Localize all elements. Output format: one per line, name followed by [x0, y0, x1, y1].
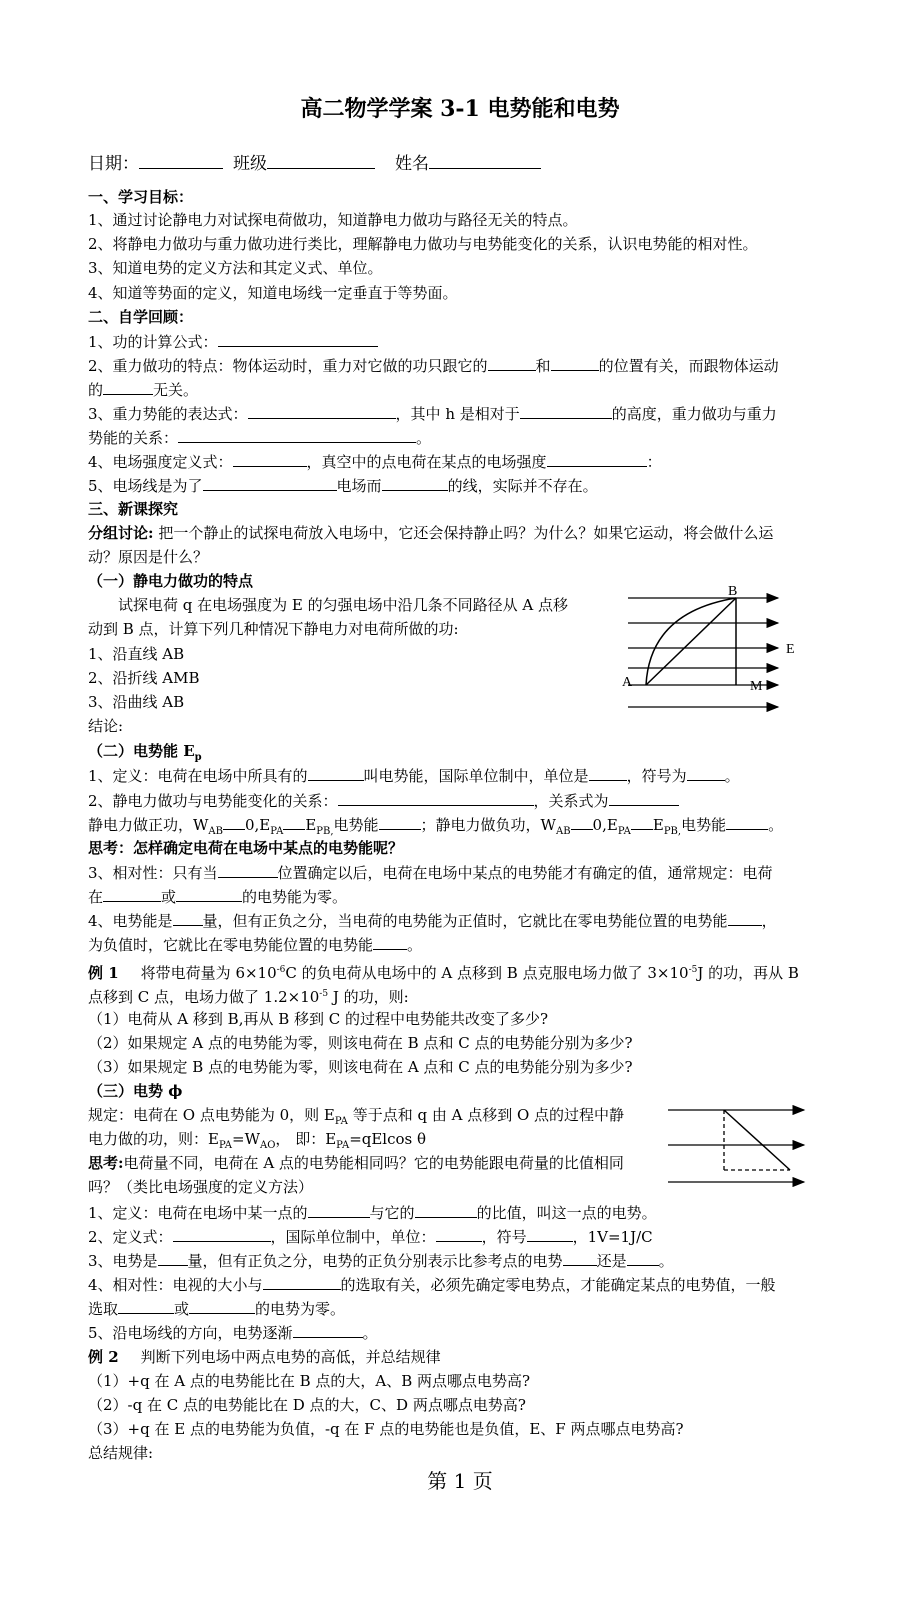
- potential-rule-cont: 电力做的功，则：$E_{PA}=W_{AO}$， 即：$E_{PA}=qElcos$ θ: [88, 1130, 427, 1151]
- blank[interactable]: [176, 886, 242, 902]
- part3-heading: （三）电势 ϕ: [88, 1082, 183, 1100]
- header-fields: [88, 153, 541, 175]
- potential-relativity-cont: 选取 或 的电势为零。: [88, 1300, 346, 1318]
- potential-think-cont: 吗？（类比电场强度的定义方法）: [88, 1178, 314, 1196]
- example1-line-cont: 点移到 C 点，电场力做了 $1.2\times 10^{-5}$ J 的功，则:: [88, 988, 409, 1006]
- scalar-line-cont: 为负值时，它就比在零电势能位置的电势能 。: [88, 936, 423, 954]
- paths: [646, 598, 736, 685]
- blank[interactable]: [103, 886, 161, 902]
- example2-question: （3）+q 在 E 点的电势能为负值，-q 在 F 点的电势能也是负值，E、F 两点哪点电势高?: [88, 1420, 684, 1438]
- potential-scalar: 3、电势是 量，但有正负之分，电势的正负分别表示比参考点的电势 还是 。: [88, 1252, 674, 1270]
- blank[interactable]: [373, 934, 407, 950]
- field-figure-potential: [664, 1098, 814, 1188]
- blank[interactable]: [627, 1250, 659, 1266]
- blank[interactable]: [189, 1298, 255, 1314]
- blank[interactable]: [173, 1226, 271, 1242]
- example1-question: （3）如果规定 B 点的电势能为零，则该电荷在 A 点和 C 点的电势能分别为多少?: [88, 1058, 633, 1076]
- part2-heading: （二）电势能 $E_p$: [88, 742, 202, 763]
- blank[interactable]: [158, 1250, 188, 1266]
- page-title: 高二物学学案 3-1 电势能和电势: [300, 96, 620, 122]
- review-q3: 3、重力势能的表达式： ，其中 h 是相对于 的高度，重力做功与重力: [88, 405, 777, 423]
- group-discussion: 分组讨论: 把一个静止的试探电荷放入电场中，它还会保持静止吗？为什么？如果它运动，将会做什么运: [88, 524, 774, 542]
- label-a: A: [622, 675, 633, 690]
- review-q2: 2、重力做功的特点：物体运动时，重力对它做的功只跟它的 和 的位置有关，而跟物体运动: [88, 357, 779, 375]
- blank[interactable]: [726, 814, 768, 830]
- date-blank[interactable]: [139, 153, 223, 169]
- blank[interactable]: [223, 814, 245, 830]
- blank[interactable]: [527, 1226, 573, 1242]
- example1-question: （2）如果规定 A 点的电势能为零，则该电荷在 B 点和 C 点的电势能分别为多少?: [88, 1034, 633, 1052]
- part1-heading: （一）静电力做功的特点: [88, 572, 254, 590]
- field-figure-paths: [620, 582, 820, 732]
- potential-think: 思考:电荷量不同，电荷在 A 点的电势能相同吗？它的电势能跟电荷量的比值相同: [88, 1154, 624, 1172]
- scalar-line: 4、电势能是 量，但有正负之分，当电荷的电势能为正值时，它就比在零电势能位置的电势能 ，: [88, 912, 777, 930]
- part1-text-cont: 动到 B 点，计算下列几种情况下静电力对电荷所做的功:: [88, 620, 459, 638]
- blank[interactable]: [293, 1322, 363, 1338]
- blank[interactable]: [308, 1202, 370, 1218]
- class-blank[interactable]: [267, 153, 375, 169]
- path-item: 2、沿折线 AMB: [88, 669, 200, 687]
- potential-formula: 2、定义式： ，国际单位制中，单位： ，符号 ，1V=1J/C: [88, 1228, 653, 1246]
- blank[interactable]: [571, 814, 593, 830]
- relativity-line-cont: 在 或 的电势能为零。: [88, 888, 348, 906]
- blank[interactable]: [308, 765, 364, 781]
- blank[interactable]: [283, 814, 305, 830]
- blank[interactable]: [118, 1298, 174, 1314]
- path-item: 3、沿曲线 AB: [88, 693, 185, 711]
- example1-question: （1）电荷从 A 移到 B,再从 B 移到 C 的过程中电势能共改变了多少?: [88, 1010, 549, 1028]
- potential-direction: 5、沿电场线的方向，电势逐渐 。: [88, 1324, 378, 1342]
- potential-rule: 规定：电荷在 O 点电势能为 0，则 $E_{PA}$ 等于点和 q 由 A 点移到 O 点的过程中静: [88, 1106, 625, 1127]
- relativity-line: 3、相对性：只有当 位置确定以后，电荷在电场中某点的电势能才有确定的值，通常规定：电荷: [88, 864, 773, 882]
- blank[interactable]: [415, 1202, 477, 1218]
- review-q1: 1、功的计算公式：: [88, 331, 378, 352]
- blank[interactable]: [173, 910, 203, 926]
- summary-label: 总结规律:: [88, 1444, 154, 1462]
- section3-heading: 三、新课探究: [88, 500, 179, 518]
- name-blank[interactable]: [429, 153, 541, 169]
- objective-item: 3、知道电势的定义方法和其定义式、单位。: [88, 259, 383, 277]
- conclusion-label: 结论:: [88, 717, 124, 735]
- review-q4: 4、电场强度定义式： ，真空中的点电荷在某点的电场强度 ：: [88, 453, 662, 471]
- blank[interactable]: [551, 355, 599, 371]
- blank[interactable]: [488, 355, 536, 371]
- blank[interactable]: [338, 790, 534, 806]
- blank[interactable]: [589, 765, 627, 781]
- blank[interactable]: [248, 403, 396, 419]
- objective-item: 1、通过讨论静电力对试探电荷做功，知道静电力做功与路径无关的特点。: [88, 211, 578, 229]
- blank[interactable]: [103, 379, 153, 395]
- path-item: 1、沿直线 AB: [88, 645, 185, 663]
- section1-heading: 一、学习目标：: [88, 188, 194, 206]
- example2-question: （2）-q 在 C 点的电势能比在 D 点的大，C、D 两点哪点电势高?: [88, 1396, 526, 1414]
- review-q2-cont: 的 无关。: [88, 381, 199, 399]
- review-q5: 5、电场线是为了 电场而 的线，实际并不存在。: [88, 477, 598, 495]
- blank[interactable]: [218, 331, 378, 347]
- blank[interactable]: [563, 1250, 597, 1266]
- work-sign-line: 静电力做正功，$W_{AB}$ $0,E_{PA}$ $E_{PB,}$电势能 ；静电力做负功，$W_{AB}$ $0,E_{PA}$ $E_{PB,}$电势能 。: [88, 816, 784, 837]
- objective-item: 4、知道等势面的定义，知道电场线一定垂直于等势面。: [88, 284, 458, 302]
- blank[interactable]: [218, 862, 278, 878]
- potential-relativity: 4、相对性：电视的大小与 的选取有关，必须先确定零电势点，才能确定某点的电势值，一般: [88, 1276, 776, 1294]
- blank[interactable]: [436, 1226, 482, 1242]
- blank[interactable]: [233, 451, 307, 467]
- blank[interactable]: [178, 427, 416, 443]
- review-q3-cont: 势能的关系： 。: [88, 429, 432, 447]
- blank[interactable]: [203, 475, 337, 491]
- blank[interactable]: [728, 910, 762, 926]
- blank[interactable]: [687, 765, 725, 781]
- class-label: 班级: [233, 154, 267, 174]
- label-m: M: [750, 679, 763, 694]
- example2-line: 例 2 判断下列电场中两点电势的高低，并总结规律: [88, 1348, 441, 1366]
- label-e: E: [786, 642, 795, 657]
- example2-question: （1）+q 在 A 点的电势能比在 B 点的大，A、B 两点哪点电势高?: [88, 1372, 531, 1390]
- objective-item: 2、将静电力做功与重力做功进行类比，理解静电力做功与电势能变化的关系，认识电势能的相对性。: [88, 235, 758, 253]
- section2-heading: 二、自学回顾：: [88, 308, 194, 326]
- blank[interactable]: [609, 790, 679, 806]
- date-label: 日期：: [88, 154, 139, 174]
- potential-def: 1、定义：电荷在电场中某一点的 与它的 的比值，叫这一点的电势。: [88, 1204, 657, 1222]
- potential-energy-def: 1、定义：电荷在电场中所具有的 叫电势能，国际单位制中，单位是 ，符号为 。: [88, 767, 740, 785]
- work-energy-relation: 2、静电力做功与电势能变化的关系： ，关系式为: [88, 790, 679, 811]
- blank[interactable]: [382, 475, 448, 491]
- group-discussion-cont: 动？原因是什么？: [88, 548, 209, 566]
- blank[interactable]: [547, 451, 647, 467]
- label-b: B: [728, 584, 738, 599]
- blank[interactable]: [263, 1274, 341, 1290]
- name-label: 姓名: [395, 154, 429, 174]
- blank[interactable]: [379, 814, 421, 830]
- part1-text: 试探电荷 q 在电场强度为 E 的匀强电场中沿几条不同路径从 A 点移: [118, 596, 568, 614]
- blank[interactable]: [520, 403, 612, 419]
- think-question: 思考：怎样确定电荷在电场中某点的电势能呢？: [88, 839, 404, 857]
- example1-line: 例 1 将带电荷量为 $6\times 10^{-6}C$ 的负电荷从电场中的 A 点移到 B 点克服电场力做了 $3\times 10^{-5}J$ 的功，再从 B: [88, 964, 799, 982]
- blank[interactable]: [631, 814, 653, 830]
- page-number: 第 1 页: [427, 1469, 493, 1493]
